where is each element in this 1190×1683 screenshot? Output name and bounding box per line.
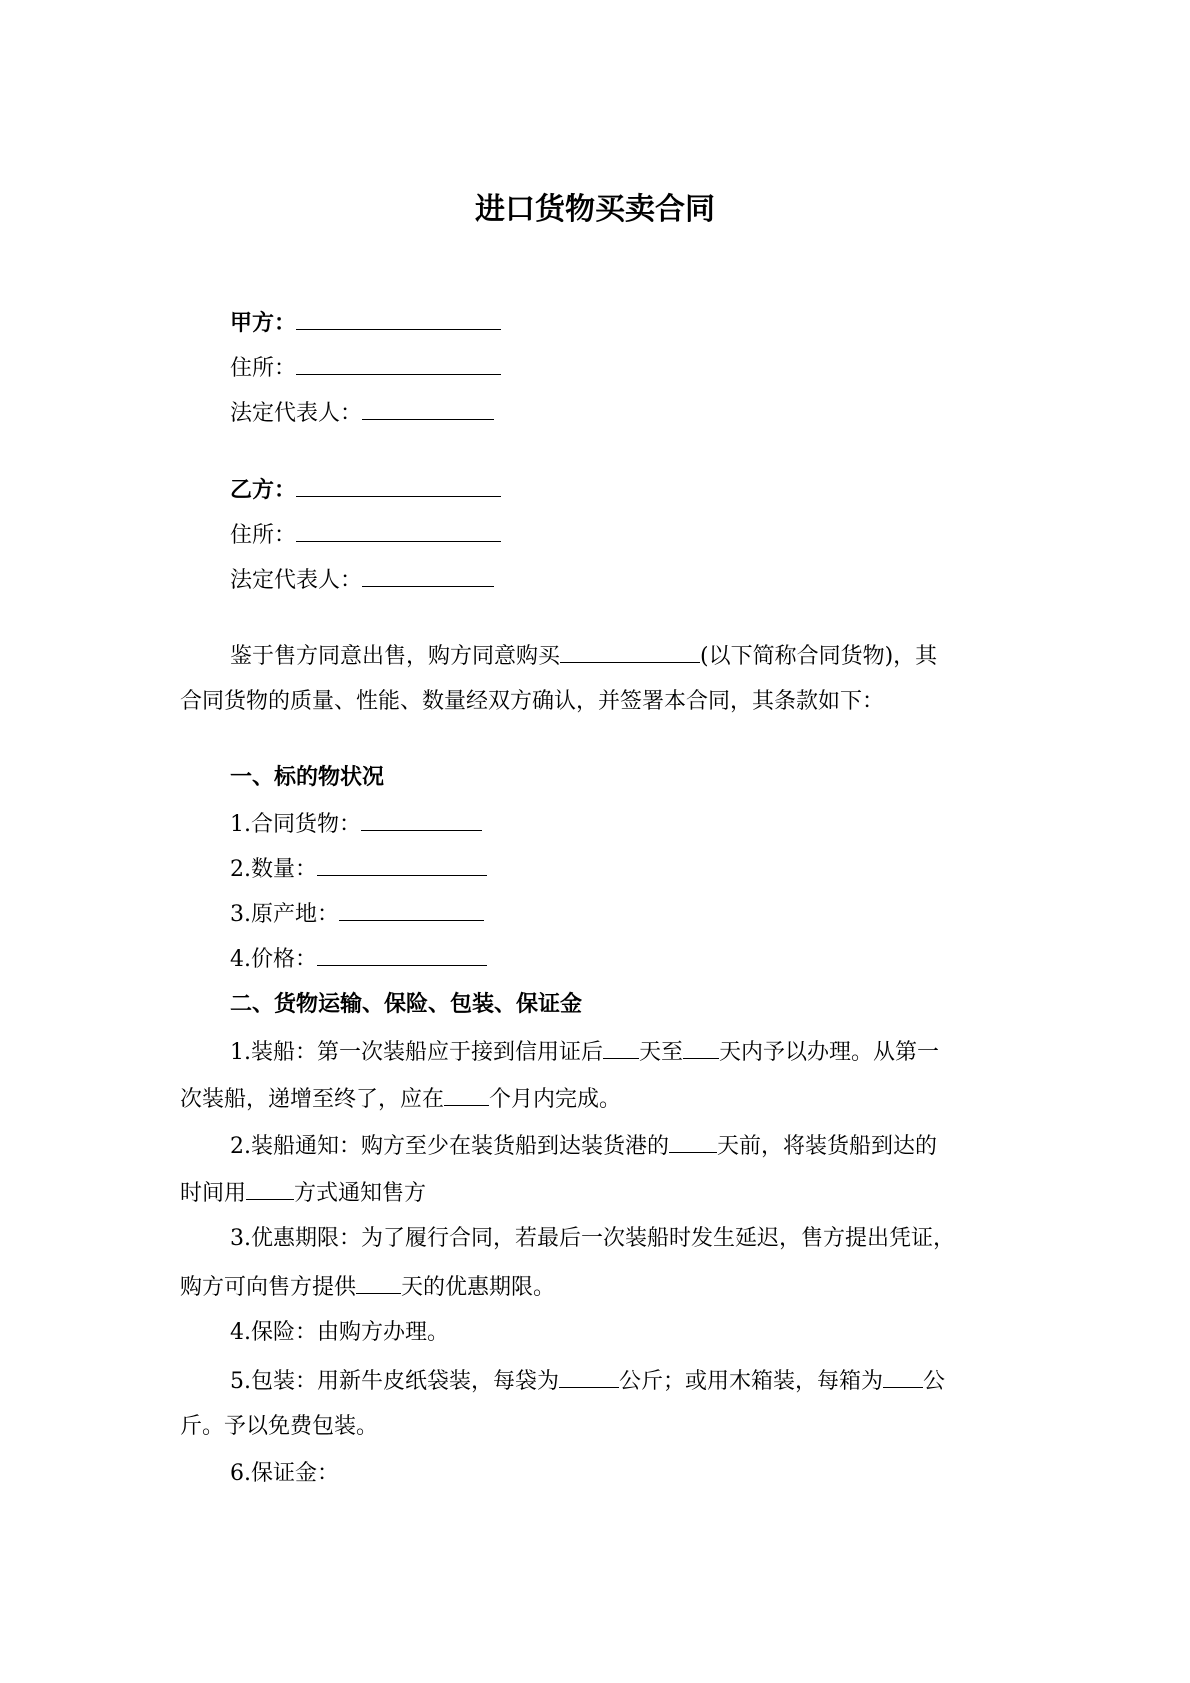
shipping-text-e: 个月内完成。: [489, 1087, 622, 1112]
packing-text-b: 公斤；或用木箱装，每箱为: [619, 1369, 884, 1394]
party-b-address-blank[interactable]: [296, 519, 501, 542]
sec2-item-3-line-1: 3.优惠期限：为了履行合同，若最后一次装船时发生延迟，售方提出凭证，: [230, 1226, 955, 1251]
sec1-item-3-label: 3.原产地：: [230, 902, 339, 927]
party-a-rep-line: [230, 397, 494, 429]
grace-days-blank[interactable]: [356, 1271, 401, 1294]
shipping-text-a: 1.装船：第一次装船应于接到信用证后: [230, 1040, 603, 1065]
sec2-item-4: 4.保险：由购方办理。: [230, 1320, 449, 1345]
section-2-heading: 二、货物运输、保险、包装、保证金: [230, 992, 583, 1017]
notice-text-d: 方式通知售方: [294, 1181, 427, 1206]
sec2-item-1-line-1: [230, 1036, 939, 1068]
party-b-rep-label: 法定代表人：: [230, 568, 363, 593]
party-b-name-blank[interactable]: [296, 474, 501, 497]
sec1-item-4: [230, 943, 487, 975]
party-a-address-blank[interactable]: [296, 352, 501, 375]
grace-text-c: 天的优惠期限。: [401, 1275, 556, 1300]
bag-weight-blank[interactable]: [559, 1365, 619, 1388]
document-title: 进口货物买卖合同: [475, 192, 715, 227]
notice-text-b: 天前，将装货船到达的: [717, 1134, 938, 1159]
sec1-item-1: [230, 808, 482, 840]
notice-text-a: 2.装船通知：购方至少在装货船到达装货港的: [230, 1134, 669, 1159]
party-a-rep-label: 法定代表人：: [230, 401, 363, 426]
goods-name-blank[interactable]: [560, 640, 700, 663]
intro-text-a: 鉴于售方同意出售，购方同意购买: [230, 644, 561, 669]
shipping-text-c: 天内予以办理。从第一: [719, 1040, 940, 1065]
party-a-rep-blank[interactable]: [362, 397, 494, 420]
party-a-line: [230, 307, 501, 339]
party-b-line: [230, 474, 501, 506]
sec1-item-1-label: 1.合同货物：: [230, 812, 361, 837]
notice-method-blank[interactable]: [246, 1177, 294, 1200]
party-a-address-label: 住所：: [230, 356, 297, 381]
sec2-item-5-line-1: [230, 1365, 945, 1397]
party-a-label: 甲方：: [230, 311, 297, 336]
sec2-item-1-line-2: [180, 1083, 621, 1115]
party-b-label: 乙方：: [230, 478, 297, 503]
party-a-name-blank[interactable]: [296, 307, 501, 330]
sec2-item-3-line-2: [180, 1271, 555, 1303]
notice-days-blank[interactable]: [669, 1130, 717, 1153]
quantity-blank[interactable]: [317, 853, 487, 876]
goods-blank[interactable]: [361, 808, 482, 831]
notice-text-c: 时间用: [180, 1181, 247, 1206]
shipping-days-to-blank[interactable]: [683, 1036, 719, 1059]
intro-line-1: [230, 640, 937, 672]
price-blank[interactable]: [317, 943, 487, 966]
party-a-address-line: [230, 352, 501, 384]
shipping-months-blank[interactable]: [444, 1083, 489, 1106]
packing-text-a: 5.包装：用新牛皮纸袋装，每袋为: [230, 1369, 559, 1394]
party-b-rep-line: [230, 564, 494, 596]
intro-line-2: 合同货物的质量、性能、数量经双方确认，并签署本合同，其条款如下：: [180, 689, 885, 714]
sec2-item-2-line-2: [180, 1177, 426, 1209]
party-b-address-label: 住所：: [230, 523, 297, 548]
shipping-days-from-blank[interactable]: [603, 1036, 639, 1059]
shipping-text-d: 次装船，递增至终了，应在: [180, 1087, 445, 1112]
origin-blank[interactable]: [339, 898, 484, 921]
party-b-address-line: [230, 519, 501, 551]
sec1-item-2: [230, 853, 487, 885]
sec1-item-2-label: 2.数量：: [230, 857, 317, 882]
sec2-item-5-line-2: 斤。予以免费包装。: [180, 1414, 379, 1439]
box-weight-blank[interactable]: [883, 1365, 923, 1388]
intro-text-b: (以下简称合同货物)，其: [700, 644, 938, 669]
grace-text-b: 购方可向售方提供: [180, 1275, 357, 1300]
section-1-heading: 一、标的物状况: [230, 765, 385, 790]
packing-text-c: 公: [923, 1369, 946, 1394]
sec2-item-2-line-1: [230, 1130, 937, 1162]
sec1-item-4-label: 4.价格：: [230, 947, 317, 972]
shipping-text-b: 天至: [639, 1040, 684, 1065]
sec1-item-3: [230, 898, 484, 930]
sec2-item-6: 6.保证金：: [230, 1461, 339, 1486]
party-b-rep-blank[interactable]: [362, 564, 494, 587]
